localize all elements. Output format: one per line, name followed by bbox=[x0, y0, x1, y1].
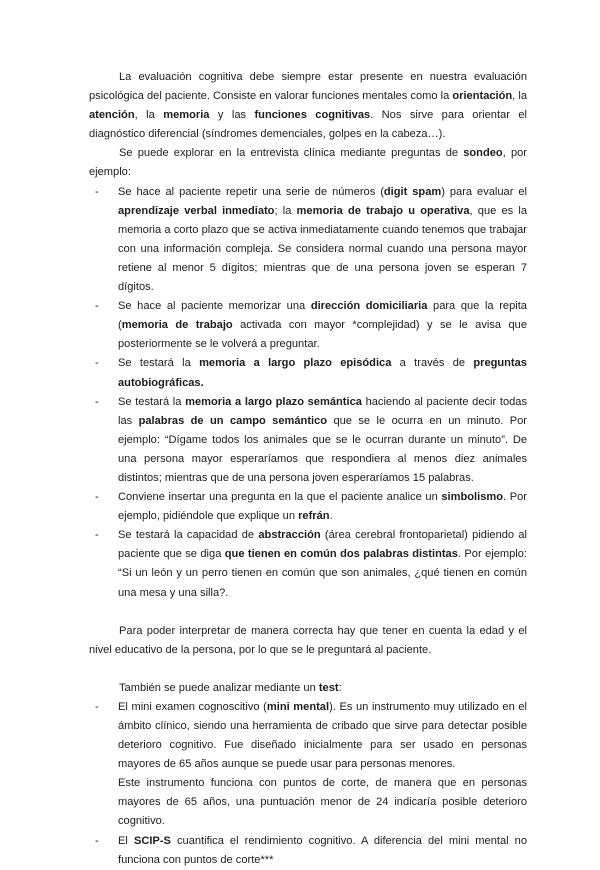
bold-term: memoria de trabajo u operativa bbox=[296, 204, 470, 217]
spacer bbox=[89, 603, 527, 622]
list-item bbox=[89, 354, 527, 392]
interpret-paragraph bbox=[89, 622, 527, 660]
text-run: , la bbox=[512, 90, 527, 103]
text-run: Se hace al paciente memorizar una bbox=[118, 300, 311, 313]
text-run: y las bbox=[209, 109, 255, 122]
bold-term: memoria a largo plazo semántica bbox=[185, 395, 362, 408]
bold-term: palabras de un campo semántico bbox=[138, 414, 328, 427]
test-list bbox=[89, 698, 527, 870]
bold-term: test bbox=[318, 681, 339, 694]
bold-term: preguntas autobiográficas. bbox=[118, 357, 527, 389]
text-run: Se testará la bbox=[118, 395, 186, 408]
text-run: cuantifica el rendimiento cognitivo. A diferencia del mini mental no funciona con puntos de corte*** bbox=[118, 834, 527, 866]
text-run: , por ejemplo: bbox=[89, 147, 527, 179]
bold-term: que tienen en común dos palabras distintas bbox=[224, 548, 458, 561]
list-item bbox=[89, 526, 527, 602]
sondeo-list bbox=[89, 183, 527, 603]
text-run: activada con mayor *complejidad) y se le avisa que posteriormente se le volverá a preguntar. bbox=[118, 319, 527, 351]
bold-term: memoria de trabajo bbox=[121, 319, 233, 332]
list-item bbox=[89, 832, 527, 870]
text-run: a través de bbox=[391, 357, 474, 370]
text-run: El bbox=[118, 834, 134, 847]
document-page bbox=[89, 68, 527, 870]
bold-term: dirección domiciliaria bbox=[310, 300, 428, 313]
text-run: La evaluación cognitiva debe siempre estar presente en nuestra evaluación psicológica del paciente. Consiste en valorar funciones mentales como la bbox=[89, 71, 527, 103]
spacer bbox=[89, 660, 527, 679]
bold-term: funciones cognitivas bbox=[254, 109, 371, 122]
text-run: . Por ejemplo, pidiéndole que explique un bbox=[118, 491, 527, 523]
text-run: , la bbox=[134, 109, 164, 122]
bold-term: simbolismo bbox=[441, 491, 504, 504]
text-run: Conviene insertar una pregunta en la que el paciente analice un bbox=[118, 491, 442, 504]
bold-term: memoria a largo plazo episódica bbox=[199, 357, 392, 370]
bold-term: SCIP-S bbox=[133, 834, 171, 847]
text-run: Para poder interpretar de manera correcta hay que tener en cuenta la edad y el nivel educativo de la persona, por lo que se le preguntará al paciente. bbox=[89, 624, 527, 656]
text-run: , que es la memoria a corto plazo que se activa inmediatamente cuando tenemos que trabajar con una información compleja. Se considera normal cuando una persona mayor retiene al menor 5 dígitos; mientras que de una persona joven se esperan 7 dígitos. bbox=[118, 204, 527, 294]
bold-term: atención bbox=[89, 109, 135, 122]
list-item bbox=[89, 488, 527, 526]
text-run: . bbox=[329, 510, 333, 523]
text-run: ) para evaluar el bbox=[441, 185, 527, 198]
text-run: : bbox=[338, 681, 342, 694]
text-run: que se le ocurra en un minuto. Por ejemplo: “Dígame todos los animales que se le ocurran durante un minuto”. De una persona mayor esperaríamos que respondiera al menos diez animales distintos; mientras que de una persona joven esperaríamos 15 palabras. bbox=[118, 414, 528, 484]
text-run: . Por ejemplo: “Si un león y un perro tienen en común que son animales, ¿qué tienen en común una mesa y una silla?. bbox=[118, 548, 527, 599]
text-run: Se testará la capacidad de bbox=[118, 529, 259, 542]
bold-term: refrán bbox=[298, 510, 330, 523]
bold-term: sondeo bbox=[463, 147, 503, 160]
text-run: También se puede analizar mediante un bbox=[119, 681, 319, 694]
sondeo-intro-paragraph bbox=[89, 144, 527, 182]
text-run: haciendo al paciente decir todas las bbox=[118, 395, 527, 427]
list-item bbox=[89, 297, 527, 354]
bold-term: orientación bbox=[452, 90, 513, 103]
intro-paragraph bbox=[89, 68, 527, 144]
text-run: El mini examen cognoscitivo ( bbox=[118, 700, 267, 713]
bold-term: mini mental bbox=[266, 700, 330, 713]
bold-term: abstracción bbox=[258, 529, 321, 542]
list-item-continuation bbox=[89, 774, 527, 831]
text-run: ). Es un instrumento muy utilizado en el ámbito clínico, siendo una herramienta de cribado que sirve para detectar posible deterioro cognitivo. Fue diseñado inicialmente para ser usado en personas mayores de 65 años aunque se puede usar para personas menores. bbox=[118, 700, 528, 771]
text-run: (área cerebral frontoparietal) pidiendo al paciente que se diga bbox=[118, 529, 527, 561]
text-run: Este instrumento funciona con puntos de corte, de manera que en personas mayores de 65 años, una puntuación menor de 24 indicaría posible deterioro cognitivo. bbox=[118, 777, 527, 828]
list-item bbox=[89, 183, 527, 298]
bold-term: aprendizaje verbal inmediato bbox=[118, 204, 275, 217]
bold-term: memoria bbox=[163, 109, 210, 122]
bold-term: digit spam bbox=[383, 185, 442, 198]
text-run: para que la repita ( bbox=[118, 300, 527, 332]
text-run: ; la bbox=[274, 204, 297, 217]
list-item bbox=[89, 698, 527, 774]
test-intro-paragraph bbox=[89, 679, 527, 698]
text-run: Se puede explorar en la entrevista clínica mediante preguntas de bbox=[119, 147, 464, 160]
text-run: . Nos sirve para orientar el diagnóstico diferencial (síndromes demenciales, golpes en la cabeza…). bbox=[89, 109, 527, 141]
text-run: Se testará la bbox=[118, 357, 200, 370]
list-item bbox=[89, 393, 527, 488]
text-run: Se hace al paciente repetir una serie de números ( bbox=[118, 185, 384, 198]
